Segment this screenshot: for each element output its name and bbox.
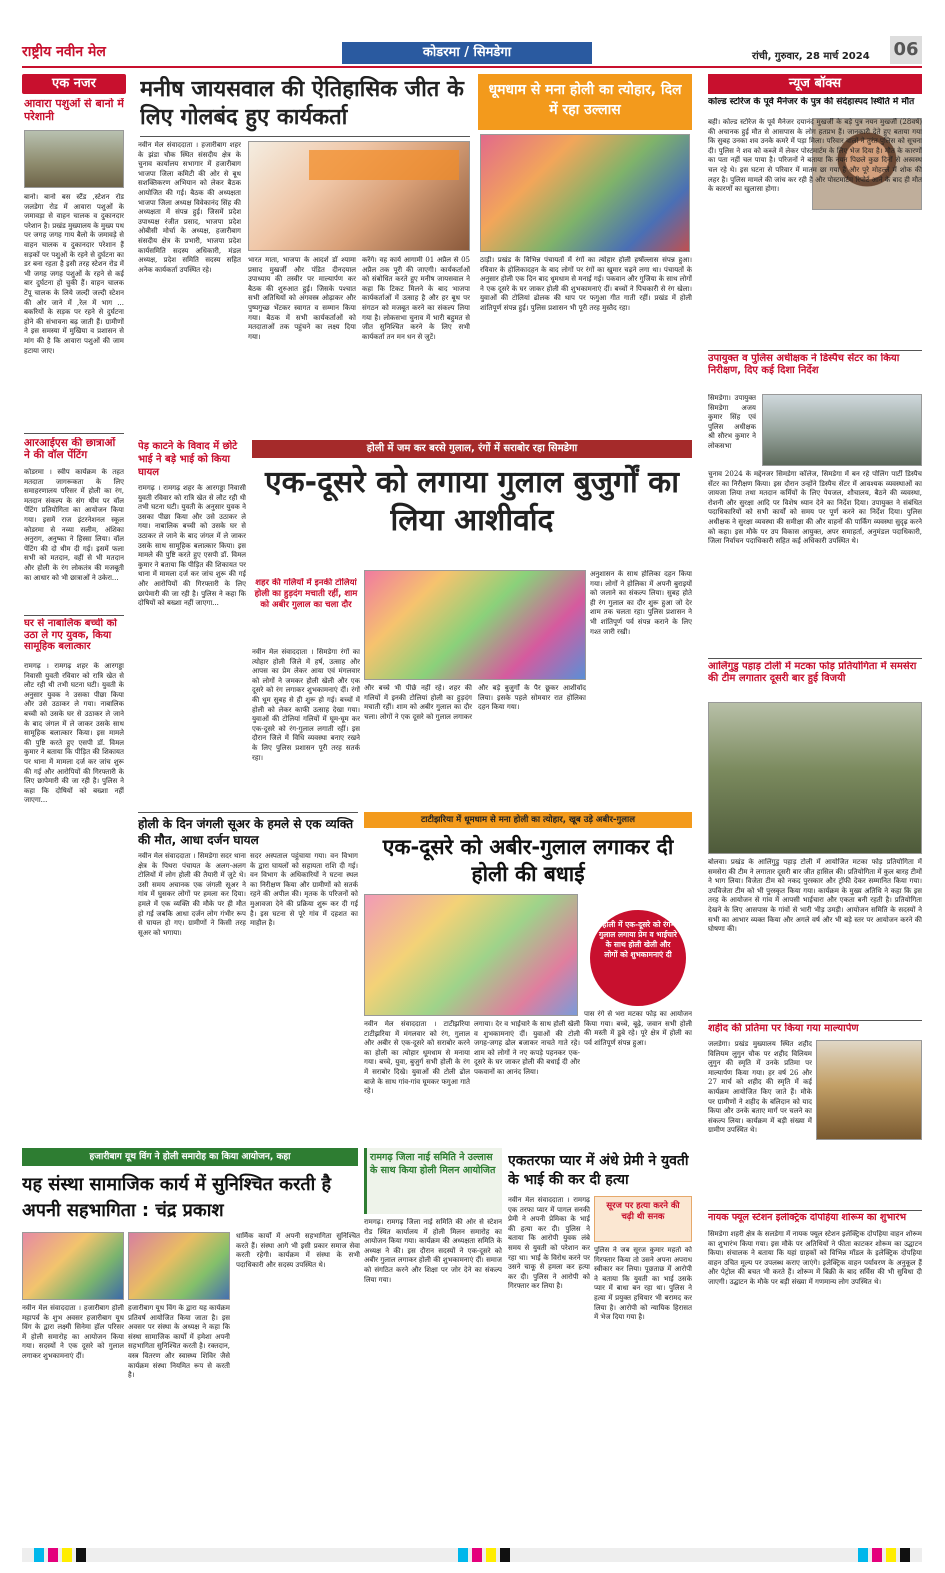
color-registration-bar-bottom <box>22 1548 922 1562</box>
holi-crowd-photo <box>480 134 690 252</box>
divider <box>708 658 922 659</box>
divider <box>708 1210 922 1211</box>
gulal-body-1: नवीन मेल संवाददाता । सिमडेगा रंगों का त्योहार होली जिले में हर्ष, उत्साह और आपस का प्रेम लेकर आया एवं मंगलवार को लोगों ने जमकर होली खेली और एक दूसरे को रंग लगाकर शुभकामनाएं दीं। रंगों की धूम सुबह से ही शुरू हो गई। बच्चों में होली को लेकर काफी उत्साह देखा गया। युवाओं की टोलियां गलियों में घूम-घूम कर एक-दूसरे को रंग-गुलाल लगाती रहीं। इस दौरान जिले में विधि व्यवस्था बनाए रखने के लिए पुलिस प्रशासन पूरी तरह सतर्क रहा। <box>252 648 360 762</box>
shahid-statue-photo <box>816 1040 922 1140</box>
color-registration-bar-top <box>0 0 945 30</box>
bjp-banner-graphic <box>309 150 459 180</box>
manish-body-3: करेंगे। वह कार्य आगामी 01 अप्रैल से 05 अप्रैल तक पूरी की जाएगी। कार्यकर्ताओं को संबोधित करते हुए मनीष जायसवाल ने कहा कि टिकट मिलने के बाद भाजपा कार्यकर्ताओं में उत्साह है और हर बूथ पर संगठन को मजबूत करने का संकल्प लिया गया है। लोकसभा चुनाव में भारी बहुमत से जीत सुनिश्चित करने के लिए सभी कार्यकर्ता तन मन धन से जुटें। <box>362 256 470 341</box>
youth-band <box>22 1148 358 1166</box>
shahid-headline: शहीद की प्रतिमा पर किया गया माल्यार्पण <box>708 1023 859 1034</box>
portrait-wrap <box>812 118 922 212</box>
upayukt-headline: उपायुक्त व पुलिस अधीक्षक ने डिस्पैच सेंटर का किया निरीक्षण, दिए कई दिशा निर्देश <box>708 353 900 376</box>
holi-band-headline: होली में जम कर बरसे गुलाल, रंगों में सराबोर रहा सिमडेगा <box>366 443 578 454</box>
cattle-photo <box>24 130 124 188</box>
reg-magenta-3 <box>872 1548 882 1562</box>
holi-dhoom-band <box>478 74 692 130</box>
youth-body-3: धार्मिक कार्यों में अपनी सहभागिता सुनिश्चित करते हैं। संस्था आगे भी इसी प्रकार समाज सेवा करती रहेगी। कार्यक्रम में संस्था के सभी पदाधिकारी और सदस्य उपस्थित थे। <box>236 1232 360 1269</box>
aawara-headline: आवारा पशुओं से बानो में परेशानी <box>24 98 124 123</box>
gulal-body-3: अनुशासन के साथ होलिका दहन किया गया। लोगों ने होलिका में अपनी बुराइयों को जलाने का संकल्प लिया। सुबह होते ही रंग गुलाल का दौर शुरू हुआ जो देर शाम तक चलता रहा। पुलिस प्रशासन ने भी शांतिपूर्ण पर्व संपन्न कराने के लिए गश्त जारी रखी। <box>590 570 692 636</box>
matka-fod-photo <box>708 702 922 854</box>
tatijharia-headline: एक-दूसरे को अबीर-गुलाल लगाकर दी होली की बधाई <box>382 835 674 886</box>
upayukt-body-2: चुनाव 2024 के मद्देनजर सिमडेगा कॉलेज, सिमडेगा में बन रहे पोलिंग पार्टी डिस्पैच सेंटर का निरीक्षण किया। इस दौरान उन्होंने डिस्पैच सेंटर में आवश्यक व्यवस्थाओं का जायजा लिया तथा मतदान कर्मियों के लिए पेयजल, शौचालय, बैठने की व्यवस्था, रोशनी और सुरक्षा आदि पर विशेष ध्यान देने का निर्देश दिया। उपायुक्त ने संबंधित पदाधिकारियों को सभी कार्यों को समय पर पूर्ण करने का निर्देश दिया। पुलिस अधीक्षक ने सुरक्षा व्यवस्था की समीक्षा की और वाहनों की पार्किंग व्यवस्था सुदृढ़ करने को कहा। इस मौके पर उप विकास आयुक्त, अपर समाहर्ता, अनुमंडल पदाधिकारी, जिला निर्वाचन पदाधिकारी सहित कई अधिकारी उपस्थित थे। <box>708 470 922 546</box>
tatijharia-holi-photo <box>364 894 578 1016</box>
divider <box>24 433 124 434</box>
reg-black-3 <box>900 1548 910 1562</box>
tatijharia-callout <box>590 910 686 1006</box>
nabalik-body: रामगढ़ । रामगढ़ शहर के आरगड्डा निवासी युवती रविवार को रात्रि खेत से लौट रही थी तभी घटना घटी। युवती के अनुसार युवक ने उसका पीछा किया और उसे उठाकर ले गया। नाबालिक बच्ची को उसके घर से उठाकर ले जाने के बाद जंगल में ले जाकर उसके साथ सामूहिक बलात्कार किया। इस मामले की पुष्टि करते हुए एसपी डॉ. विमल कुमार ने बताया कि पीड़ित की शिकायत पर थाना में मामला दर्ज कर जांच शुरू की गई और आरोपियों की गिरफ्तारी के लिए छापेमारी की जा रही है। पुलिस ने कहा कि दोषियों को बख्शा नहीं जाएगा... <box>24 662 124 805</box>
nayak-headline: नायक फ्यूल स्टेशन इलेक्ट्रिक दोपहिया शोरूम का शुभारंभ <box>708 1213 907 1223</box>
simdega-holi-photo <box>364 570 586 680</box>
dispatch-center-photo <box>762 394 922 466</box>
masthead <box>22 39 922 68</box>
nabalik-headline: घर से नाबालिक बच्ची को उठा ले गए युवक, किया सामूहिक बलात्कार <box>24 618 117 652</box>
manish-headline: मनीष जायसवाल की ऐतिहासिक जीत के लिए गोलबंद हुए कार्यकर्ता <box>140 77 464 130</box>
divider <box>708 1020 922 1021</box>
upayukt-body-1: सिमडेगा। उपायुक्त सिमडेगा अजय कुमार सिंह एवं पुलिस अधीक्षक श्री सौरभ कुमार ने लोकसभा <box>708 394 756 450</box>
ped-katne-body <box>138 484 246 808</box>
masthead-section <box>342 42 592 64</box>
youth-wing-photo <box>22 1232 124 1300</box>
cold-storage-headline: कोल्ड स्टोरेज के पूर्व मैनेजर के पुत्र की संदेहास्पद स्थिति में मौत <box>708 97 915 107</box>
gulal-headline: एक-दूसरे को लगाया गुलाल बुजुर्गों का लिया आशीर्वाद <box>265 465 679 538</box>
aaraiesa-headline: आरआईएस की छात्राओं ने की वॉल पेंटिंग <box>24 437 116 462</box>
tatijharia-body-2: लगाया। देर व भाईचारे के साथ होली खेली व शुभकामनाएं दीं। युवाओं की टोली जगह-जगह ढोल बजाकर नाचते गाते रहे। शाम को लोगों ने नए कपड़े पहनकर एक-दूसरे के घर जाकर होली की बधाई दी और पकवानों का आनंद लिया। <box>474 1020 580 1076</box>
youth-wing-photo-2 <box>128 1232 230 1300</box>
dateline: रांची, गुरुवार, 28 मार्च 2024 <box>752 51 870 62</box>
holi-dhoom-body: ठाड़ी। प्रखंड के विभिन्न पंचायतों में रंगों का त्योहार होली हर्षोल्लास संपन्न हुआ। रविवार के होलिकादहन के बाद लोगों पर रंगों का खुमार चढ़ने लगा था। पंचायतों के अनुसार होली एक दिन बाद धूमधाम से मनाई गई। पकवान और गुजिया के साथ लोगों ने एक दूसरे के घर जाकर होली की शुभकामनाएं दीं। बच्चों ने पिचकारी से रंग खेला। युवाओं की टोलियां ढोलक की थाप पर फगुआ गीत गाती रहीं। प्रखंड में होली शांतिपूर्ण संपन्न हुई। पुलिस प्रशासन भी पूरी तरह मुस्तैद रहा। <box>480 256 692 312</box>
section-label: कोडरमा / सिमडेगा <box>422 45 512 60</box>
news-box-band <box>708 74 922 94</box>
reg-cyan-2 <box>458 1548 468 1562</box>
youth-body-1: नवीन मेल संवाददाता । हजारीबाग होली महापर्व के शुभ अवसर हजारीबाग यूथ विंग के द्वारा लक्ष्मी सिनेमा हॉल परिसर में होली समारोह का आयोजन किया गया। सदस्यों ने एक दूसरे को गुलाल लगाकर शुभकामनाएं दीं। <box>22 1304 124 1360</box>
reg-cyan <box>34 1548 44 1562</box>
ekatarfa-headline: एकतरफा प्यार में अंधे प्रेमी ने युवती के भाई की कर दी हत्या <box>508 1153 689 1188</box>
tatijharia-body-1: नवीन मेल संवाददाता । टाटीझरिया टाटीझरिया में मंगलवार को रंग, गुलाल और अबीर से एक-दूसरे को सराबोर करने का होली का त्योहार धूमधाम से मनाया गया। बच्चे, युवा, बुजुर्ग सभी होली के रंग में सराबोर दिखे। युवाओं की टोली ढोल बाजे के साथ गांव-गांव घूमकर फगुआ गाते रहे। <box>364 1020 470 1096</box>
tatijharia-callout-text: होली में एक-दूसरे को रंग-गुलाल लगाया प्रेम व भाईचारे के साथ होली खेली और लोगों को शुभकामनाएं दी <box>599 920 677 959</box>
reg-yellow <box>62 1548 72 1562</box>
reg-black-2 <box>500 1548 510 1562</box>
ped-katne-headline: पेड़ काटने के विवाद में छोटे भाई ने बड़े भाई को किया घायल <box>138 441 238 478</box>
ramgarh-nai-body: रामगढ़। रामगढ़ जिला नाई समिति की ओर से स्टेशन रोड स्थित कार्यालय में होली मिलन समारोह का आयोजन किया गया। कार्यक्रम की अध्यक्षता समिति के अध्यक्ष ने की। इस दौरान सदस्यों ने एक-दूसरे को अबीर गुलाल लगाकर होली की शुभकामनाएं दीं। समाज को संगठित करने और शिक्षा पर जोर देने का संकल्प लिया गया। <box>364 1218 502 1284</box>
reg-black <box>76 1548 86 1562</box>
cold-storage-body: बही। कोल्ड स्टोरेज के पूर्व मैनेजर दयानंद मुखर्जी के बड़े पुत्र नयन मुखर्जी (28वर्ष) की अचानक हुई मौत से आसपास के लोग हतप्रभ हैं। जानकारी देते हुए बताया गया कि सुबह उनका शव उनके कमरे में पड़ा मिला। परिवार वालों ने तुरंत पुलिस को सूचना दी। पुलिस ने शव को कब्जे में लेकर पोस्टमार्टम के लिए भेज दिया है। मौत के कारणों का पता नहीं चल पाया है। परिजनों ने बताया कि नयन पिछले कुछ दिनों से अस्वस्थ चल रहे थे। इस घटना से परिवार में मातम छा गया है और पूरे मोहल्ले में शोक की लहर है। पुलिस मामले की जांच कर रही है और पोस्टमार्टम रिपोर्ट आने के बाद ही मौत के कारणों का खुलासा होगा। <box>708 118 922 194</box>
news-box-label: न्यूज बॉक्स <box>788 76 842 91</box>
reg-yellow-3 <box>886 1548 896 1562</box>
tatijharia-body-3: पास रंगे से भरा मटका फोड़ का आयोजन किया गया। बच्चे, बूढ़े, जवान सभी होली की मस्ती में डूबे रहे। पूरे क्षेत्र में होली का पर्व शांतिपूर्ण संपन्न हुआ। <box>584 1010 692 1047</box>
gulal-body-2: और बच्चे भी पीछे नहीं रहे। शहर की गलियों में इनकी टोलियां होली का हुड़दंग मचाती रहीं। शाम को अबीर गुलाल का दौर चला। लोगों ने एक दूसरे को गुलाल लगाकर और बड़े बुजुर्गों के पैर छूकर आशीर्वाद लिया। इसके पहले सोमवार रात होलिका दहन किया गया। <box>364 684 586 721</box>
youth-headline: यह संस्था सामाजिक कार्य में सुनिश्चित करती है अपनी सहभागिता : चंद्र प्रकाश <box>22 1174 332 1221</box>
ek-nazar-label: एक नजर <box>52 76 96 91</box>
aaraiesa-body: कोडरमा । स्वीप कार्यक्रम के तहत मतदाता जागरूकता के लिए समाहरणालय परिसर में होली का रंग, मतदान संकल्प के संग थीम पर वॉल पेंटिंग प्रतियोगिता का आयोजन किया गया। इसमें राज इंटरनेशनल स्कूल कोडरमा से नव्या सलीम, अंशिका अनुराग, अनुष्का ने हिस्सा लिया। वॉल पेंटिंग की दो थीम दी गई। इसमें फला सभी को मतदान, वहीं से भी मतदान और होली के रंग लोकतंत्र की मजबूती का आधार को भी छात्राओं ने उकेरा... <box>24 468 124 582</box>
ekatarfa-body-2: पुलिस ने जब सूरज कुमार महतो को गिरफ्तार किया तो उसने अपना अपराध स्वीकार कर लिया। पूछताछ में आरोपी ने बताया कि युवती का भाई उसके प्यार में बाधा बन रहा था। पुलिस ने हत्या में प्रयुक्त हथियार भी बरामद कर लिया है। आरोपी को न्यायिक हिरासत में भेज दिया गया है। <box>594 1246 692 1322</box>
manish-body-2: भारत माता, भाजपा के आदर्श डॉ श्यामा प्रसाद मुखर्जी और पंडित दीनदयाल उपाध्याय की तस्वीर पर माल्यार्पण कर बैठक की शुरुआत हुई। जिसके पश्चात सभी अतिथियों को अंगवस्त्र ओढ़ाकर और पुष्पगुच्छ भेंटकर स्वागत व सम्मान किया गया। बैठक में सभी कार्यकर्ताओं को मतदाताओं तक पहुंचने का लक्ष्य दिया गया। <box>248 256 356 341</box>
gulal-callout-text: शहर की गलियों में इनकी टोलियां होली का हुड़दंग मचाती रहीं, शाम को अबीर गुलाल का चला दौर <box>254 578 358 610</box>
ekatarfa-sub: सूरज पर हत्या करने की चढ़ी थी सनक <box>606 1201 680 1222</box>
manish-body-1: नवीन मेल संवाददाता । हजारीबाग शहर के झंडा चौक स्थित संसदीय क्षेत्र के चुनाव कार्यालय सभागार में हजारीबाग भाजपा जिला कमिटी की ओर से बूथ सशक्तिकरण अभियान को लेकर बैठक आयोजित की गई। बैठक की अध्यक्षता भाजपा जिला अध्यक्ष विवेकानंद सिंह की अध्यक्षता में संपन्न हुई। जिसमें प्रदेश उपाध्यक्ष रंजीत प्रसाद, भाजपा प्रदेश ओबीसी मोर्चा के अध्यक्ष, हजारीबाग संसदीय क्षेत्र के प्रभारी, भाजपा प्रदेश कार्यसमिति सदस्य अधिकारी, मंडल अध्यक्ष, प्रदेश समिति सदस्य सहित अनेक कार्यकर्ता उपस्थित रहे। <box>138 141 241 274</box>
suar-body-2: सदर अस्पताल पहुंचाया गया। वन विभाग के द्वारा घायलों को सहायता राशि दी गई। वन विभाग के अधिकारियों ने घटना स्थल का निरीक्षण किया और ग्रामीणों को सतर्क रहने की अपील की। मृतक के परिजनों को मुआवजा देने की प्रक्रिया शुरू कर दी गई है। इस घटना से पूरे गांव में दहशत का माहौल है। <box>250 852 358 928</box>
gulal-callout <box>252 578 360 644</box>
ekatarfa-body-1: नवीन मेल संवाददाता । रामगढ़ एक तरफा प्यार में पागल सनकी प्रेमी ने अपनी प्रेमिका के भाई की हत्या कर दी। पुलिस ने बताया कि आरोपी युवक लंबे समय से युवती को परेशान कर रहा था। भाई के विरोध करने पर उसने चाकू से हमला कर हत्या कर दी। पुलिस ने आरोपी को गिरफ्तार कर लिया है। <box>508 1196 590 1291</box>
divider <box>24 615 124 616</box>
masthead-logo: राष्ट्रीय नवीन मेल <box>22 44 106 60</box>
page-number: 06 <box>890 36 922 64</box>
bjp-meeting-photo <box>248 141 470 251</box>
suar-headline: होली के दिन जंगली सूअर के हमले से एक व्यक्ति की मौत, आधा दर्जन घायल <box>138 817 354 847</box>
reg-magenta <box>48 1548 58 1562</box>
tatijharia-band <box>364 812 692 828</box>
youth-body-2: हजारीबाग यूथ विंग के द्वारा यह कार्यक्रम प्रतिवर्ष आयोजित किया जाता है। इस अवसर पर संस्था के अध्यक्ष ने कहा कि संस्था सामाजिक कार्यों में हमेशा अपनी सहभागिता सुनिश्चित करती है। रक्तदान, वस्त्र वितरण और स्वास्थ्य शिविर जैसे कार्यक्रम संस्था नियमित रूप से करती है। <box>128 1304 230 1380</box>
tatijharia-band-text: टाटीझरिया में धूमधाम से मना होली का त्योहार, खूब उड़े अबीर-गुलाल <box>421 815 635 825</box>
reg-magenta-2 <box>472 1548 482 1562</box>
divider <box>138 812 358 813</box>
holi-band <box>252 440 692 458</box>
ped-katne-body-text: रामगढ़ । रामगढ़ शहर के आरगड्डा निवासी युवती रविवार को रात्रि खेत से लौट रही थी तभी घटना घटी। युवती के अनुसार युवक ने उसका पीछा किया और उसे उठाकर ले गया। नाबालिक बच्ची को उसके घर से उठाकर ले जाने के बाद जंगल में ले जाकर उसके साथ सामूहिक बलात्कार किया। इस मामले की पुष्टि करते हुए एसपी डॉ. विमल कुमार ने बताया कि पीड़ित की शिकायत पर थाना में मामला दर्ज कर जांच शुरू की गई और आरोपियों की गिरफ्तारी के लिए छापेमारी की जा रही है। पुलिस ने कहा कि दोषियों को बख्शा नहीं जाएगा... <box>138 484 246 608</box>
suar-body-1: नवीन मेल संवाददाता । सिमडेगा सदर थाना क्षेत्र के पिथरा पंचायत के अलग-अलग टोलियों में लोग होली की तैयारी में जुटे थे। उसी समय अचानक एक जंगली सूअर ने गांव में घुसकर लोगों पर हमला कर दिया। हमले में एक व्यक्ति की मौके पर ही मौत हो गई जबकि आधा दर्जन लोग गंभीर रूप से घायल हो गए। ग्रामीणों ने किसी तरह सूअर को भगाया। <box>138 852 246 937</box>
reg-cyan-3 <box>858 1548 868 1562</box>
ek-nazar-band <box>22 74 126 94</box>
divider <box>140 136 470 137</box>
shahid-body: जलडेगा। प्रखंड मुख्यालय स्थित शहीद विलियम लुगुन चौक पर शहीद विलियम लुगुन की स्मृति में उनके प्रतिमा पर माल्यार्पण किया गया। हर वर्ष 26 और 27 मार्च को शहीद की स्मृति में कई कार्यक्रम आयोजित किए जाते हैं। मौके पर ग्रामीणों ने शहीद के बलिदान को याद किया और उनके बताए मार्ग पर चलने का संकल्प लिया। कार्यक्रम में बड़ी संख्या में ग्रामीण उपस्थित थे। <box>708 1040 812 1135</box>
reg-yellow-2 <box>486 1548 496 1562</box>
youth-band-text: हजारीबाग यूथ विंग ने होली समारोह का किया आयोजन, कहा <box>89 1152 291 1162</box>
nayak-body: सिमडेगा शहरी क्षेत्र के सलडेगा में नायक फ्यूल स्टेशन इलेक्ट्रिक दोपहिया वाहन शोरूम का शुभारंभ किया गया। इस मौके पर अतिथियों ने फीता काटकर शोरूम का उद्घाटन किया। संचालक ने बताया कि यहां ग्राहकों को विभिन्न मॉडल के इलेक्ट्रिक दोपहिया वाहन उचित मूल्य पर उपलब्ध कराए जाएंगे। इलेक्ट्रिक वाहन पर्यावरण के अनुकूल हैं और पेट्रोल की बचत भी करते हैं। शोरूम में बिक्री के बाद सर्विस की भी सुविधा दी जाएगी। उद्घाटन के मौके पर बड़ी संख्या में गणमान्य लोग उपस्थित थे। <box>708 1230 922 1286</box>
ramgarh-nai-box <box>364 1148 502 1214</box>
holi-dhoom-headline: धूमधाम से मना होली का त्योहार, दिल में रहा उल्लास <box>488 82 682 118</box>
aawara-body: बानो। बानो बस स्टैंड ,स्टेशन रोड जलडेगा रोड में आवारा पशुओं के जमावड़ा से वाहन चालक व दुकानदार परेशान है। प्रखंड मुख्यालय के मुख्य पथ पर जगह जगह गाय बैलो के जमावड़े से वाहन चालक व दुकानदार परेशान हैं सड़कों पर पशुओं के रहने से दुर्घटना का डर बना रहता है इसी तरह स्टेशन रोड में भी जगह जगह पशुओं के रहने से कई बार दुर्घटना हो चुकी हैं। वाहन चालक टेंपू चालक के लिये जल्दी जल्दी स्टेशन की ओर जाने में ,रेल में भाग ... बकरियों के सड़क पर रहने से दुर्घटना होने की संभावना बढ़ जाती हैं। ग्रामीणों ने इस समस्या में मुखिया व प्रशासन से मांग की है कि आवारा पशुओं की जाम हटाया जाए। <box>24 193 124 355</box>
aalingudu-body: बोलवा। प्रखंड के आलिंगुडु पहाड़ टोली में आयोजित मटका फोड़ प्रतियोगिता में समसेरा की टीम ने लगातार दूसरी बार जीत हासिल की। प्रतियोगिता में कुल बारह टीमों ने भाग लिया। विजेता टीम को नकद पुरस्कार और ट्रॉफी देकर सम्मानित किया गया। उपविजेता टीम को भी पुरस्कृत किया गया। कार्यक्रम के मुख्य अतिथि ने कहा कि इस तरह के आयोजन से गांव में आपसी भाईचारा और एकता बनी रहती है। प्रतियोगिता देखने के लिए आसपास के गांवों से भारी भीड़ उमड़ी। आयोजन समिति के सदस्यों ने सभी का आभार व्यक्त किया और अगले वर्ष और भी बड़े स्तर पर आयोजन करने की घोषणा की। <box>708 858 922 934</box>
ekatarfa-sub-box <box>594 1196 692 1242</box>
aalingudu-headline: आलिंगुडु पहाड़ टोली में मटका फोड़ प्रतियोगिता में समसेरा की टीम लगातार दूसरी बार हुई विजयी <box>708 661 917 684</box>
ramgarh-nai-headline: रामगढ़ जिला नाई समिति ने उल्लास के साथ किया होली मिलन आयोजित <box>370 1152 496 1176</box>
divider <box>708 350 922 351</box>
